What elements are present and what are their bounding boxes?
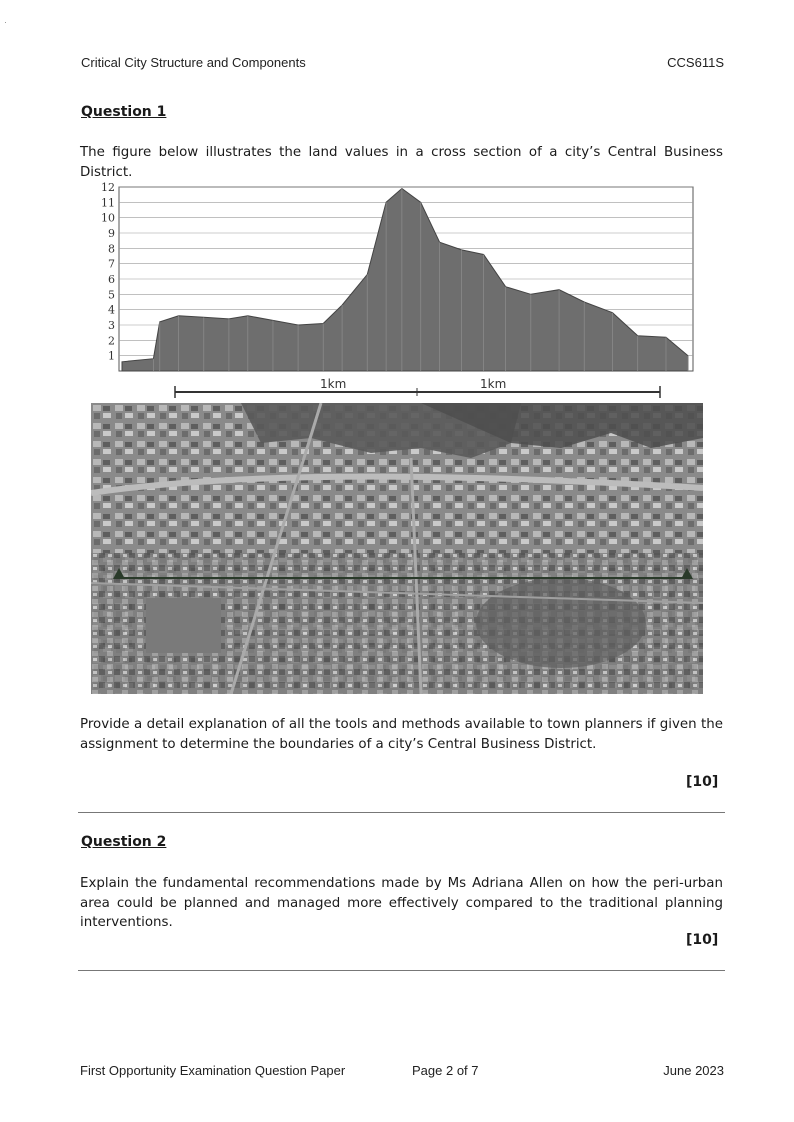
- question-2-marks: [10]: [686, 932, 719, 948]
- park: [146, 598, 221, 653]
- aerial-photo: [91, 403, 703, 694]
- course-code: CCS611S: [667, 55, 724, 70]
- y-tick-label: 5: [108, 288, 115, 302]
- question-1-marks: [10]: [686, 774, 719, 790]
- question-1-title: Question 1: [81, 104, 167, 120]
- y-tick-label: 4: [108, 303, 115, 317]
- footer-date: June 2023: [663, 1063, 724, 1078]
- question-1-intro: The figure below illustrates the land values in a cross section of a city’s Central Business District.: [80, 145, 723, 180]
- land-value-profile: [122, 189, 688, 372]
- y-tick-label: 2: [108, 334, 115, 348]
- y-tick-label: 11: [101, 196, 115, 210]
- question-1-body: Provide a detail explanation of all the tools and methods available to town planners if given the assignment to determine the boundaries of a city’s Central Business District.: [80, 717, 723, 752]
- question-2-title: Question 2: [81, 834, 167, 850]
- scale-label-1: 1km: [320, 377, 347, 391]
- y-tick-label: 7: [108, 257, 115, 271]
- y-tick-label: 6: [108, 273, 115, 286]
- footer-exam-label: First Opportunity Examination Question Paper: [80, 1063, 346, 1078]
- footer-page-number: Page 2 of 7: [412, 1063, 479, 1078]
- y-axis-ticks: [101, 181, 115, 363]
- green-area: [476, 578, 646, 668]
- question-2-body: Explain the fundamental recommendations made by Ms Adriana Allen on how the peri-urban area could be planned and managed more effectively compared to the traditional planning interventions.: [80, 876, 723, 930]
- y-tick-label: 12: [101, 181, 115, 194]
- land-value-chart: [86, 178, 698, 400]
- y-tick-label: 9: [108, 227, 115, 240]
- course-title: Critical City Structure and Components: [81, 55, 306, 70]
- y-tick-label: 8: [108, 242, 115, 256]
- y-tick-label: 1: [108, 349, 115, 363]
- scale-label-2: 1km: [480, 377, 507, 391]
- y-tick-label: 3: [108, 319, 115, 332]
- section-divider-2: [78, 970, 725, 971]
- scan-speck: [5, 22, 6, 23]
- section-divider-1: [78, 812, 725, 813]
- y-tick-label: 10: [101, 211, 115, 225]
